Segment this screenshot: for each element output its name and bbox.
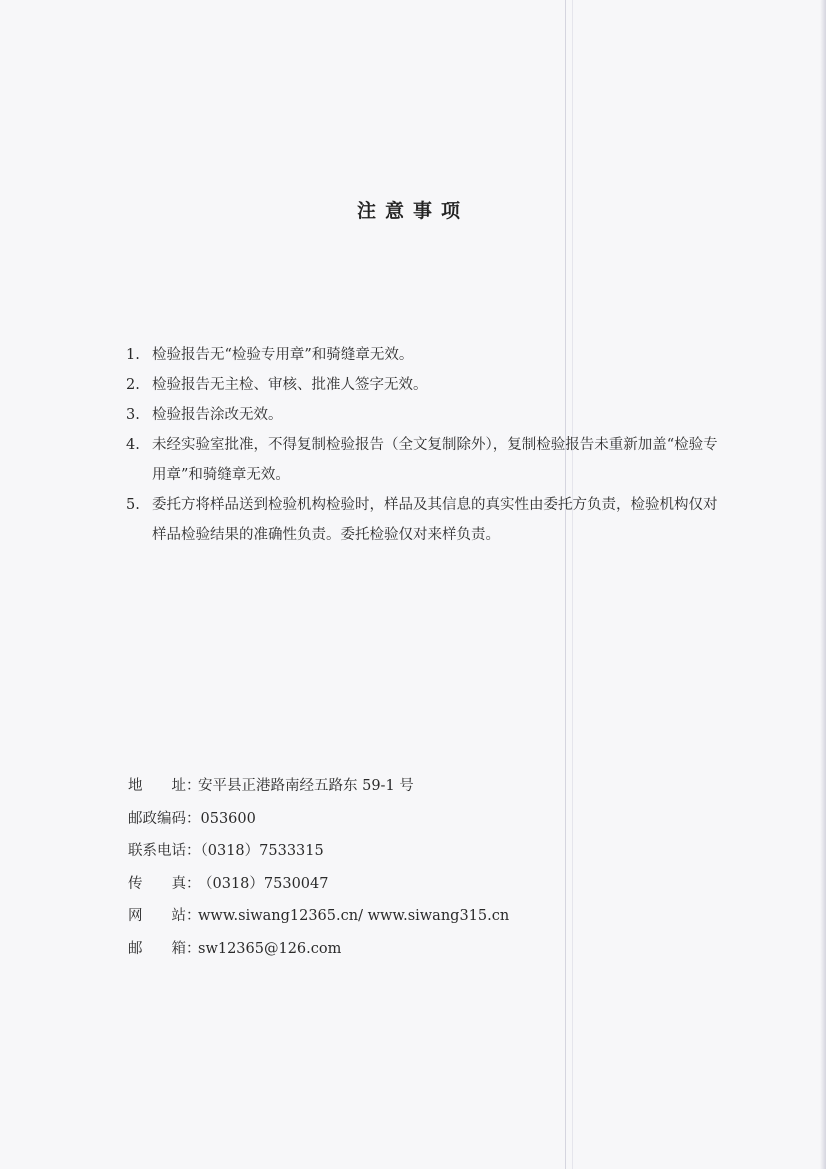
note-number: 1. <box>126 347 140 363</box>
note-number: 3. <box>126 407 140 423</box>
note-text: 未经实验室批准，不得复制检验报告（全文复制除外），复制检验报告未重新加盖“检验专用章”和骑缝章无效。 <box>152 437 718 483</box>
page-title: 注意事项 <box>356 200 469 222</box>
contact-block <box>128 770 628 965</box>
contact-fax <box>128 868 628 901</box>
contact-website-label: 网 站： <box>128 908 201 924</box>
contact-address-label: 地 址： <box>128 778 201 794</box>
contact-postcode-label: 邮政编码： <box>128 810 201 827</box>
contact-email <box>128 933 628 966</box>
contact-address <box>128 770 628 803</box>
note-number: 2. <box>126 377 140 393</box>
scan-crease-line <box>565 0 566 1169</box>
contact-postcode-value: 053600 <box>200 810 256 827</box>
contact-fax-value: （0318）7530047 <box>198 875 329 892</box>
note-item-5 <box>126 490 726 550</box>
contact-email-label: 邮 箱： <box>128 940 201 957</box>
note-number: 4. <box>126 437 140 453</box>
note-text: 委托方将样品送到检验机构检验时，样品及其信息的真实性由委托方负责，检验机构仅对样品检验结果的准确性负责。委托检验仅对来样负责。 <box>152 497 718 543</box>
scan-crease-line-secondary <box>572 0 573 1169</box>
contact-fax-label: 传 真： <box>128 875 201 892</box>
contact-phone-label: 联系电话： <box>128 843 201 859</box>
note-text: 检验报告涂改无效。 <box>152 407 283 423</box>
note-item-3 <box>126 400 726 430</box>
note-item-4 <box>126 430 726 490</box>
contact-address-value: 安平县正港路南经五路东 59-1 号 <box>198 778 414 794</box>
note-number: 5. <box>126 497 140 513</box>
page-edge-shadow <box>820 0 826 1169</box>
contact-email-value[interactable]: sw12365@126.com <box>198 940 342 957</box>
note-text: 检验报告无“检验专用章”和骑缝章无效。 <box>152 347 414 363</box>
contact-phone-value: （0318）7533315 <box>200 843 324 859</box>
note-item-2 <box>126 370 726 400</box>
contact-website <box>128 900 628 933</box>
contact-postcode <box>128 803 628 836</box>
contact-phone <box>128 835 628 868</box>
note-item-1 <box>126 340 726 370</box>
contact-website-value[interactable]: www.siwang12365.cn/ www.siwang315.cn <box>198 908 510 924</box>
note-text: 检验报告无主检、审核、批准人签字无效。 <box>152 377 428 393</box>
notes-list <box>126 340 726 550</box>
